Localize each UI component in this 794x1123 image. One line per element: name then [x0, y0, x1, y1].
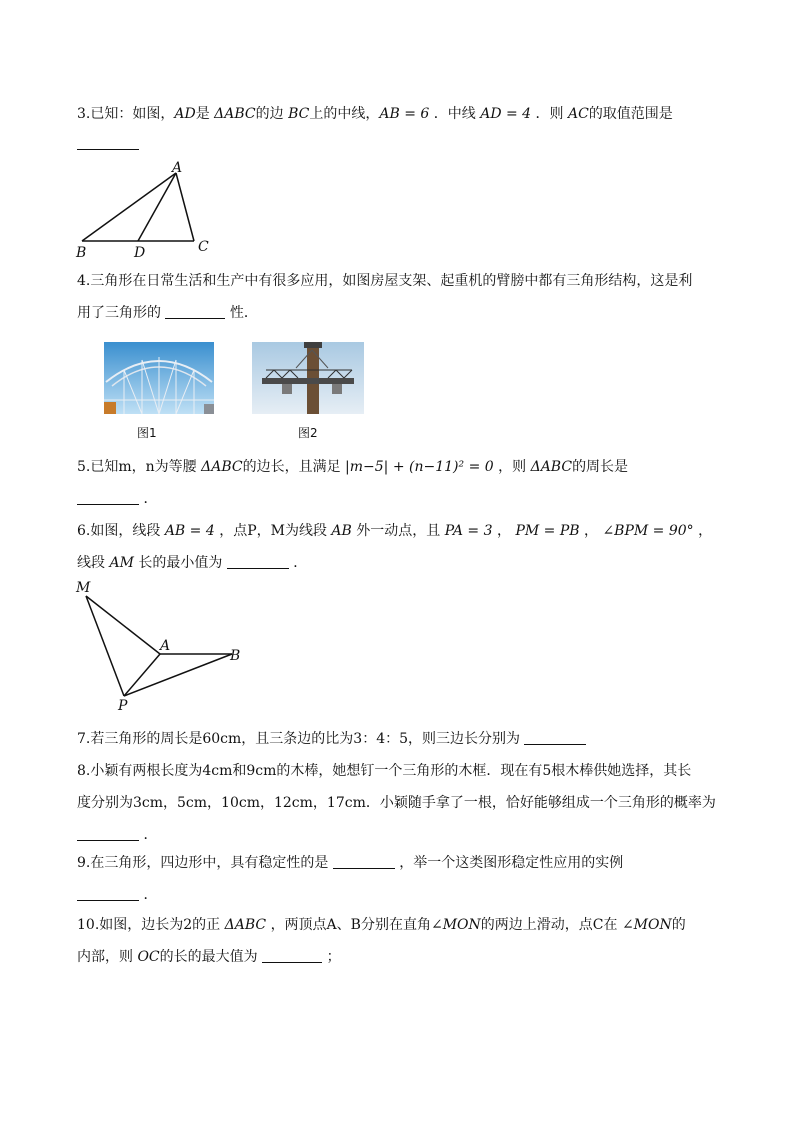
q7-line1: 7.若三角形的周长是60cm，且三条边的比为3：4：5，则三边长分别为	[77, 728, 586, 748]
q5-equation: |m−5| + (n−11)² = 0	[345, 459, 494, 475]
roof-truss-photo	[104, 342, 214, 414]
figure-1-caption: 图1	[137, 426, 157, 440]
q10-angle-2: ∠MON	[621, 917, 672, 933]
q6-geometry-figure	[72, 578, 252, 713]
q6-var-ab: AB	[331, 523, 352, 539]
q3-eq-ad: AD = 4	[480, 106, 532, 122]
q9-line2: ．	[77, 884, 157, 904]
crane-arm-photo	[252, 342, 364, 414]
q4-answer-blank[interactable]	[165, 304, 225, 319]
q3-var-ac: AC	[567, 106, 589, 122]
q6-eq-ab: AB = 4	[164, 523, 215, 539]
q5-line1: 5.已知m，n为等腰 ΔABC的边长，且满足 |m−5| + (n−11)² = 0 ，则 ΔABC的周长是	[77, 459, 629, 475]
q10-triangle: ΔABC	[224, 917, 267, 933]
q8-line1: 8.小颖有两根长度为4cm和9cm的木棒，她想钉一个三角形的木框．现在有5根木棒供她选择，其长	[77, 763, 692, 779]
q6-label-p: P	[118, 698, 128, 713]
q3-triangle: ΔABC	[214, 106, 256, 122]
q3-label-a: A	[172, 160, 183, 176]
q9-answer-blank-1[interactable]	[333, 854, 395, 869]
q10-line1: 10.如图，边长为2的正 ΔABC ，两顶点A、B分别在直角∠MON的两边上滑动，点C在 ∠MON的	[77, 917, 686, 933]
q6-label-m: M	[76, 580, 91, 596]
q6-eq-pm: PM = PB	[515, 523, 580, 539]
q6-line1: 6.如图，线段 AB = 4 ，点P，M为线段 AB 外一动点，且 PA = 3 ， PM = PB ， ∠BPM = 90° ，	[77, 523, 713, 539]
q3-answer-blank[interactable]	[77, 135, 139, 152]
q3-var-bc: BC	[288, 106, 310, 122]
q9-line1: 9.在三角形，四边形中，具有稳定性的是 ，举一个这类图形稳定性应用的实例	[77, 855, 624, 871]
q3-label-b: B	[76, 245, 87, 261]
q6-label-b: B	[230, 648, 241, 664]
q10-angle: ∠MON	[430, 917, 481, 933]
q4-line1: 4.三角形在日常生活和生产中有很多应用，如图房屋支架、起重机的臂膀中都有三角形结构，这是利	[77, 273, 693, 289]
q6-eq-angle: ∠BPM = 90°	[602, 523, 694, 539]
q3-label-c: C	[198, 239, 209, 255]
q5-line2: ．	[77, 488, 157, 508]
q5-answer-blank[interactable]	[77, 490, 139, 505]
q10-line2: 内部，则 OC的长的最大值为 ；	[77, 949, 341, 965]
q6-answer-blank[interactable]	[227, 554, 289, 569]
q3-eq-ab: AB = 6	[379, 106, 430, 122]
q3-line1: 3.已知：如图，AD是 ΔABC的边 BC上的中线，AB = 6 ．中线 AD = 4 ．则 AC的取值范围是	[77, 106, 673, 122]
q3-label-d: D	[134, 245, 146, 261]
q10-answer-blank[interactable]	[262, 948, 322, 963]
q3-triangle-figure	[74, 158, 224, 263]
q4-line2: 用了三角形的 性．	[77, 305, 258, 321]
q6-label-a: A	[160, 638, 171, 654]
q6-var-am: AM	[109, 555, 134, 571]
q8-answer-blank[interactable]	[77, 826, 139, 841]
figure-2-caption: 图2	[298, 426, 318, 440]
q6-eq-pa: PA = 3	[444, 523, 493, 539]
q10-var-oc: OC	[137, 949, 160, 965]
q5-triangle-2: ΔABC	[530, 459, 573, 475]
q5-triangle: ΔABC	[201, 459, 243, 475]
q3-var-ad: AD	[174, 106, 196, 122]
q9-answer-blank-2[interactable]	[77, 886, 139, 901]
q8-line2: 度分别为3cm，5cm，10cm，12cm，17cm．小颖随手拿了一根，恰好能够组成一个三角形的概率为	[77, 795, 716, 811]
q8-line3: ．	[77, 824, 157, 844]
q7-answer-blank[interactable]	[524, 730, 586, 745]
q6-line2: 线段 AM 长的最小值为 ．	[77, 555, 308, 571]
